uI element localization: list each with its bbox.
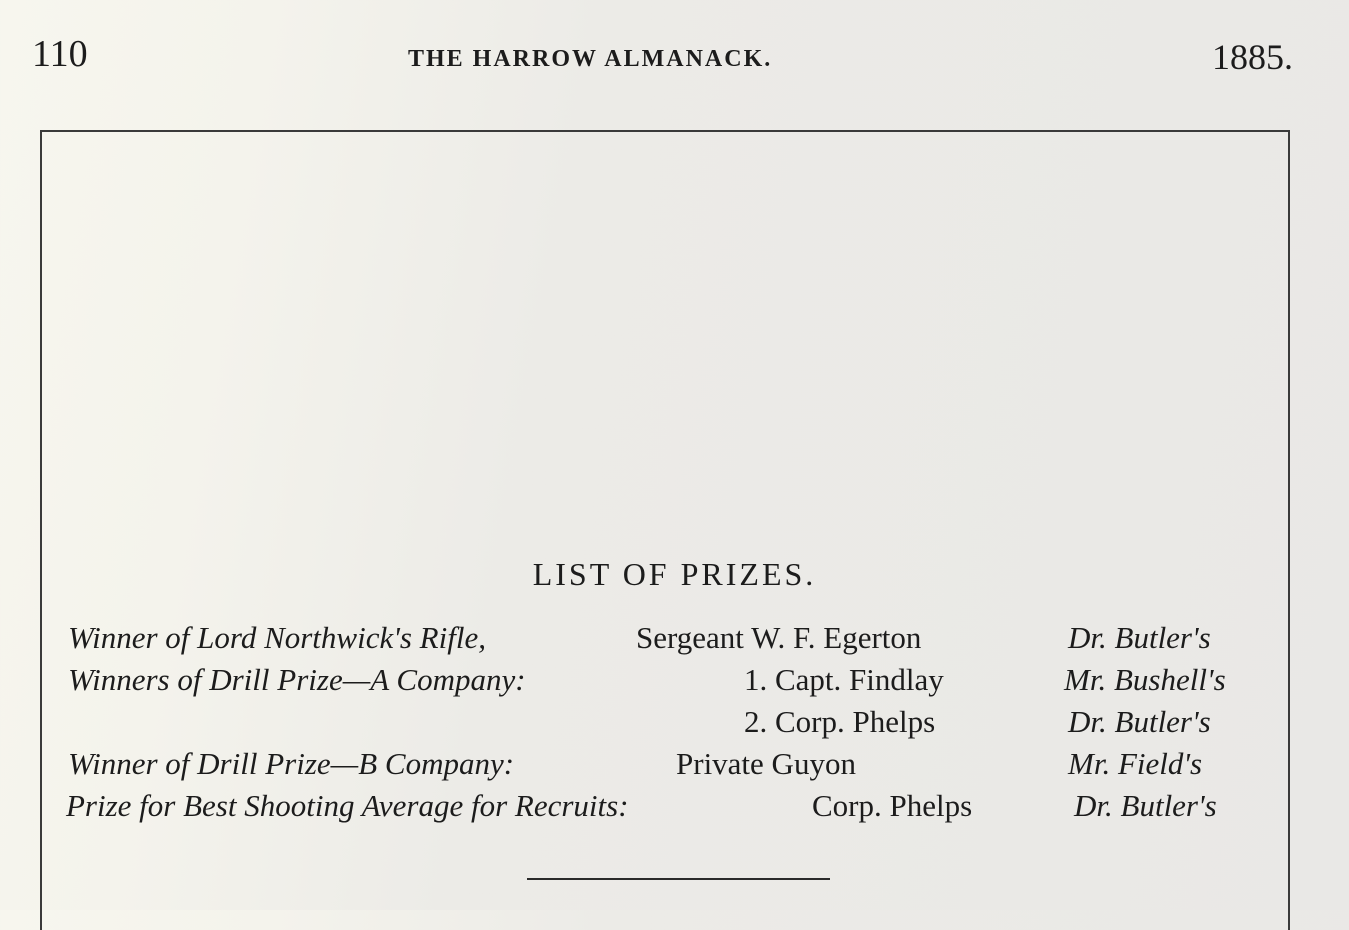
page-number: 110 <box>32 33 88 75</box>
page-header <box>0 30 1349 80</box>
prize-recipient: 1. Capt. Findlay <box>744 662 944 697</box>
prize-name: Prize for Best Shooting Average for Recruits: <box>66 788 629 823</box>
prize-recipient: Private Guyon <box>676 746 856 781</box>
prize-house: Dr. Butler's <box>1074 788 1217 823</box>
prize-house: Mr. Bushell's <box>1064 662 1226 697</box>
prize-house: Mr. Field's <box>1068 746 1203 781</box>
prize-house: Dr. Butler's <box>1068 620 1211 655</box>
running-title: THE HARROW ALMANACK. <box>408 46 773 72</box>
year: 1885. <box>1212 37 1293 77</box>
section-title: LIST OF PRIZES. <box>532 556 817 592</box>
closing-rule <box>527 878 830 880</box>
prize-name: Winner of Lord Northwick's Rifle, <box>68 620 486 655</box>
prize-name: Winners of Drill Prize—A Company: <box>68 662 526 697</box>
prize-recipient: Sergeant W. F. Egerton <box>636 620 922 655</box>
prize-name: Winner of Drill Prize—B Company: <box>68 746 515 781</box>
prize-house: Dr. Butler's <box>1068 704 1211 739</box>
prize-recipient: Corp. Phelps <box>812 788 973 823</box>
prize-recipient: 2. Corp. Phelps <box>744 704 936 739</box>
